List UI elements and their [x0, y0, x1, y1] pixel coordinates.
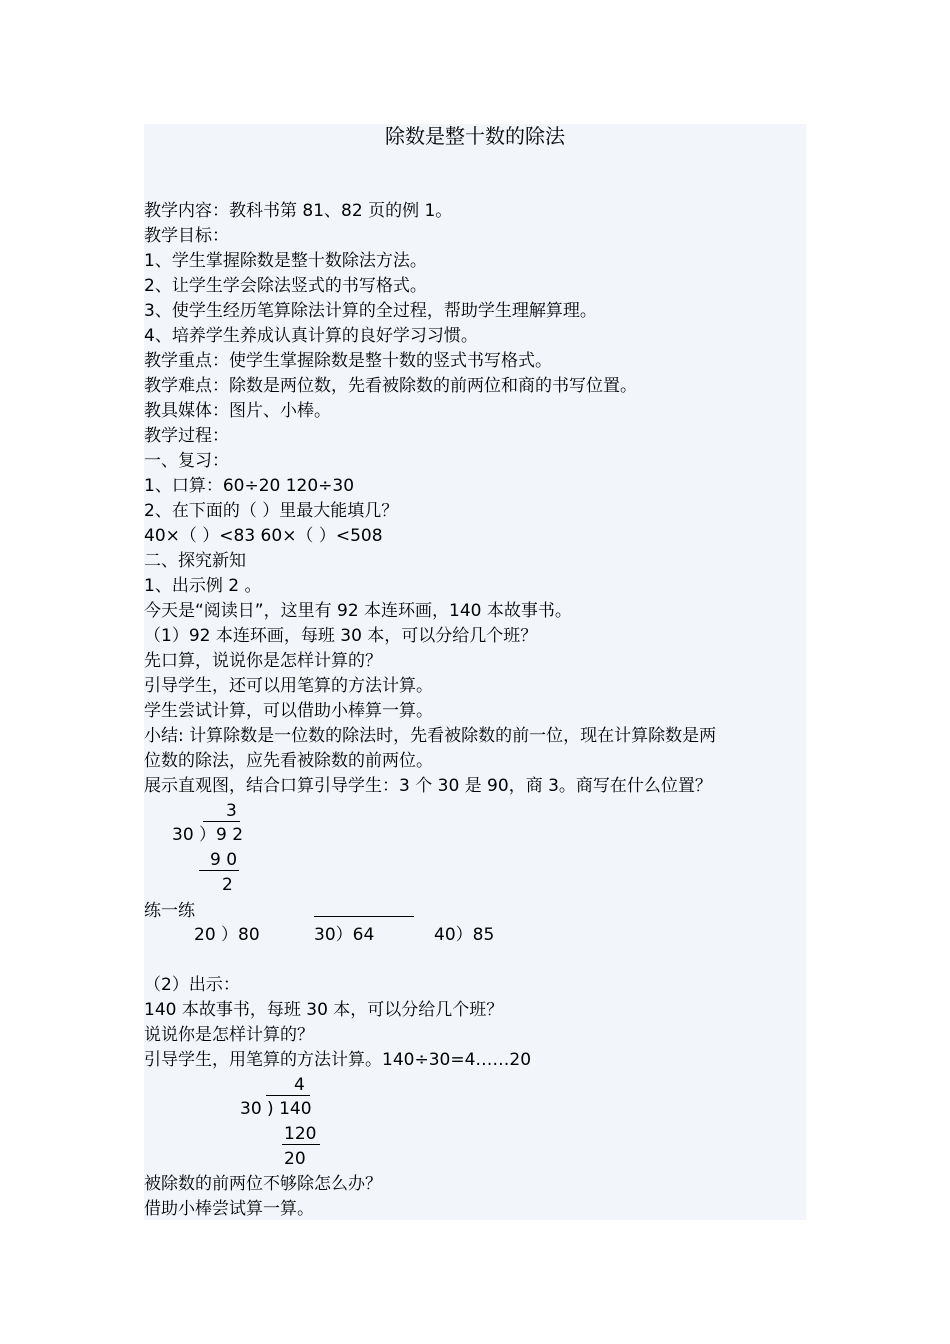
text-line: 教具媒体：图片、小棒。	[144, 401, 331, 421]
text-line: 今天是“阅读日”，这里有 92 本连环画，140 本故事书。	[144, 601, 572, 621]
division2-divisor-dividend: 30 ) 140	[240, 1099, 312, 1119]
text-line: 教学难点：除数是两位数，先看被除数的前两位和商的书写位置。	[144, 376, 637, 396]
division2-remainder: 20	[284, 1149, 306, 1169]
text-line: 说说你是怎样计算的？	[144, 1025, 314, 1045]
division1-product-bar	[199, 870, 239, 871]
text-line: 先口算，说说你是怎样计算的？	[144, 651, 382, 671]
page-title: 除数是整十数的除法	[385, 124, 565, 148]
text-line: 教学内容：教科书第 81、82 页的例 1。	[144, 201, 453, 221]
practice-item: 30）64	[314, 925, 375, 945]
division2-product-bar	[282, 1144, 320, 1145]
text-line: 借助小棒尝试算一算。	[144, 1199, 314, 1219]
text-line: 引导学生，还可以用笔算的方法计算。	[144, 676, 433, 696]
division1-remainder: 2	[222, 875, 233, 895]
text-line: 1、出示例 2 。	[144, 576, 262, 596]
text-line: 40×（ ）<83 60×（ ）<508	[144, 526, 383, 546]
practice-label: 练一练	[144, 901, 195, 921]
division2-quotient: 4	[294, 1075, 305, 1095]
text-line: 引导学生，用笔算的方法计算。140÷30=4……20	[144, 1050, 532, 1070]
text-line: 教学重点：使学生掌握除数是整十数的竖式书写格式。	[144, 351, 552, 371]
text-line: 学生尝试计算，可以借助小棒算一算。	[144, 701, 433, 721]
text-line: 展示直观图，结合口算引导学生：3 个 30 是 90，商 3。商写在什么位置？	[144, 776, 712, 796]
text-line: 小结: 计算除数是一位数的除法时，先看被除数的前一位，现在计算除数是两	[144, 726, 717, 746]
text-line: 教学过程：	[144, 426, 229, 446]
division1-product: 9 0	[210, 850, 238, 870]
text-line: 2、让学生学会除法竖式的书写格式。	[144, 276, 427, 296]
division1-quotient-bar	[203, 821, 240, 822]
division2-quotient-bar	[266, 1095, 310, 1096]
division2-product: 120	[284, 1124, 317, 1144]
text-line: （2）出示：	[144, 975, 240, 995]
text-line: 被除数的前两位不够除怎么办？	[144, 1174, 382, 1194]
practice-item: 40）85	[434, 925, 495, 945]
text-line: 教学目标：	[144, 226, 229, 246]
practice-rule	[314, 916, 414, 917]
text-line: 4、培养学生养成认真计算的良好学习习惯。	[144, 326, 478, 346]
text-line: 1、口算：60÷20 120÷30	[144, 476, 355, 496]
division1-divisor-dividend: 30 ）9 2	[172, 825, 244, 845]
text-line: 1、学生掌握除数是整十数除法方法。	[144, 251, 427, 271]
division1-quotient: 3	[226, 801, 237, 821]
text-line: 一、复习：	[144, 451, 229, 471]
text-line: 2、在下面的（ ）里最大能填几？	[144, 501, 399, 521]
text-line: 位数的除法，应先看被除数的前两位。	[144, 751, 433, 771]
text-line: （1）92 本连环画，每班 30 本，可以分给几个班？	[144, 626, 538, 646]
text-line: 二、探究新知	[144, 551, 246, 571]
text-line: 140 本故事书，每班 30 本，可以分给几个班？	[144, 1000, 504, 1020]
practice-item: 20 ）80	[194, 925, 260, 945]
text-line: 3、使学生经历笔算除法计算的全过程，帮助学生理解算理。	[144, 301, 597, 321]
